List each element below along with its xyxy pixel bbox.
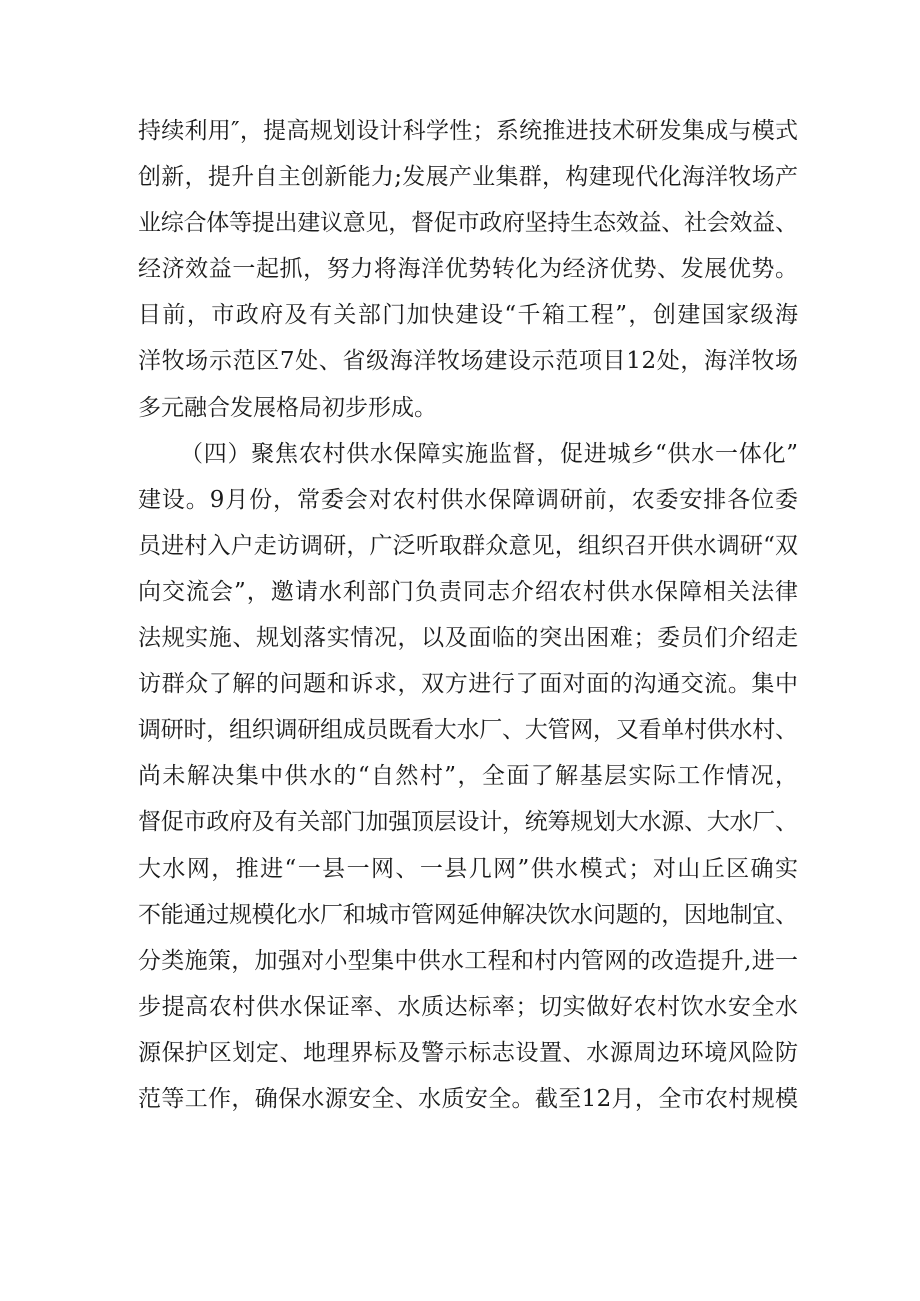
text-line: 持续利用″，提高规划设计科学性；系统推进技术研发集成与模式 xyxy=(138,118,799,144)
text-line: 业综合体等提出建议意见，督促市政府坚持生态效益、社会效益、 xyxy=(138,210,798,237)
text-line: 目前，市政府及有关部门加快建设“千箱工程”，创建国家级海 xyxy=(138,302,800,329)
text-line: 创新，提升自主创新能力;发展产业集群，构建现代化海洋牧场产 xyxy=(138,164,799,191)
text-line: 大水网，推进“一县一网、一县几网”供水模式；对山丘区确实 xyxy=(138,855,800,882)
text-line: 洋牧场示范区7处、省级海洋牧场建设示范项目12处，海洋牧场 xyxy=(138,348,799,375)
text-line: 调研时，组织调研组成员既看大水厂、大管网，又看单村供水村、 xyxy=(138,717,798,744)
text-line: 范等工作，确保水源安全、水质安全。截至12月，全市农村规模 xyxy=(138,1085,799,1112)
body-text xyxy=(138,108,798,1122)
text-line: 督促市政府及有关部门加强顶层设计，统筹规划大水源、大水厂、 xyxy=(138,809,798,836)
text-line: 源保护区划定、地理界标及警示标志设置、水源周边环境风险防 xyxy=(138,1039,799,1066)
text-line: （四）聚焦农村供水保障实施监督，促进城乡“供水一体化” xyxy=(180,440,799,467)
text-line: 不能通过规模化水厂和城市管网延伸解决饮水问题的，因地制宜、 xyxy=(138,901,798,928)
text-line: 访群众了解的问题和诉求，双方进行了面对面的沟通交流。集中 xyxy=(138,671,799,698)
text-line: 建设。9月份，常委会对农村供水保障调研前，农委安排各位委 xyxy=(138,486,799,513)
text-line: 分类施策，加强对小型集中供水工程和村内管网的改造提升,进一 xyxy=(138,947,799,974)
text-line: 步提高农村供水保证率、水质达标率；切实做好农村饮水安全水 xyxy=(138,993,799,1020)
text-line: 多元融合发展格局初步形成。 xyxy=(138,394,437,421)
text-line: 员进村入户走访调研，广泛听取群众意见，组织召开供水调研“双 xyxy=(138,532,799,559)
text-line: 法规实施、规划落实情况，以及面临的突出困难；委员们介绍走 xyxy=(138,625,799,652)
text-line: 向交流会”，邀请水利部门负责同志介绍农村供水保障相关法律 xyxy=(138,578,800,605)
text-line: 尚未解决集中供水的“自然村”，全面了解基层实际工作情况， xyxy=(138,763,800,790)
text-line: 经济效益一起抓，努力将海洋优势转化为经济优势、发展优势。 xyxy=(138,256,799,283)
